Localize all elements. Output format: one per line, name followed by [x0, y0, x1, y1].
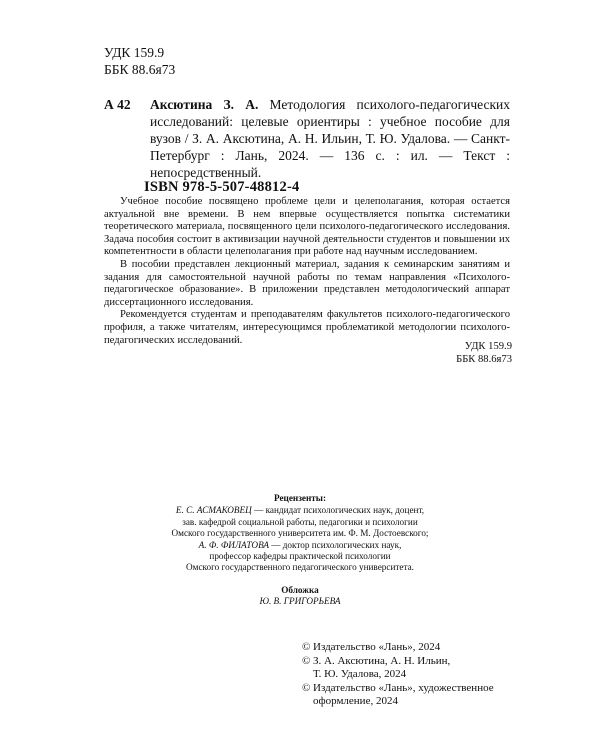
reviewers-block [150, 493, 450, 574]
copyright-block [302, 641, 514, 709]
cover-designer: Ю. В. ГРИГОРЬЕВА [259, 596, 341, 607]
isbn: ISBN 978-5-507-48812-4 [144, 179, 300, 195]
reviewer-entry [150, 540, 450, 551]
copyright-symbol: © [302, 654, 311, 667]
copyright-text: Издательство «Лань», 2024 [313, 641, 441, 653]
reviewer-name: А. Ф. ФИЛАТОВА [198, 539, 269, 550]
author-mark: А 42 [104, 97, 131, 112]
bibliographic-text: Методология психолого-педагогических исследований: целевые ориентиры : учебное пособие для вузов / З. А. Аксютина, А. Н. Ильин, Т. Ю. Удалова. — Санкт-Петербург : Лань, 2024. — 136 с. : ил. — Текст : непосредственный. [150, 97, 510, 180]
author-name: Аксютина З. А. [150, 97, 259, 112]
reviewer-entry [150, 505, 450, 516]
bibliographic-entry [104, 96, 510, 181]
bbk-code: ББК 88.6я73 [104, 62, 176, 77]
classification-codes-bottom [420, 340, 512, 366]
annotation-paragraph: Учебное пособие посвящено проблеме цели и целеполагания, которая остается актуальной вне времени. В нем впервые осуществляется попытка систематики теоретического материала, посвященного цели психолого-педагогического исследования. Задача пособия состоит в активизации научной деятельности студентов и повышении их компетентности в области целеполагания при работе над научным исследованием. [104, 196, 510, 258]
reviewer-name: Е. С. АСМАКОВЕЦ [175, 505, 252, 516]
cover-credit [150, 585, 450, 608]
reviewer-position: зав. кафедрой социальной работы, педагогики и психологии [182, 516, 418, 527]
udk-code: УДК 159.9 [464, 341, 512, 352]
bbk-code: ББК 88.6я73 [456, 354, 512, 365]
udk-code: УДК 159.9 [104, 45, 165, 60]
annotation-paragraph: В пособии представлен лекционный материал, задания к семинарским занятиям и задания для самостоятельной научной работы по темам направления «Психолого-педагогическое образование». В приложении представлен методологический аппарат диссертационного исследования. [104, 258, 510, 308]
cover-heading: Обложка [281, 585, 319, 595]
copyright-line [302, 655, 514, 669]
bibliographic-description [150, 96, 510, 181]
copyright-symbol: © [302, 681, 311, 694]
copyright-text: Т. Ю. Удалова, 2024 [313, 668, 407, 681]
copyright-text: оформление, 2024 [313, 695, 398, 708]
reviewer-affiliation: Омского государственного педагогического университета. [186, 562, 414, 573]
annotation [104, 196, 510, 347]
reviewers-heading: Рецензенты: [273, 493, 327, 503]
annotation-paragraph: Рекомендуется студентам и преподавателям факультетов психолого-педагогического профиля, а также читателям, интересующимся проблематикой методологии психолого-педагогических исследований. [104, 309, 510, 346]
copyright-line [302, 682, 514, 696]
copyright-line [302, 641, 514, 655]
copyright-text: Издательство «Лань», художественное [313, 681, 494, 694]
copyright-text: З. А. Аксютина, А. Н. Ильин, [313, 654, 451, 667]
reviewer-credentials: — кандидат психологических наук, доцент, [251, 505, 425, 516]
reviewer-affiliation: Омского государственного университета им. Ф. М. Достоевского; [171, 528, 429, 539]
classification-codes-top [104, 44, 175, 78]
copyright-symbol: © [302, 641, 311, 653]
reviewer-credentials: — доктор психологических наук, [268, 539, 402, 550]
reviewer-position: профессор кафедры практической психологии [209, 551, 391, 562]
